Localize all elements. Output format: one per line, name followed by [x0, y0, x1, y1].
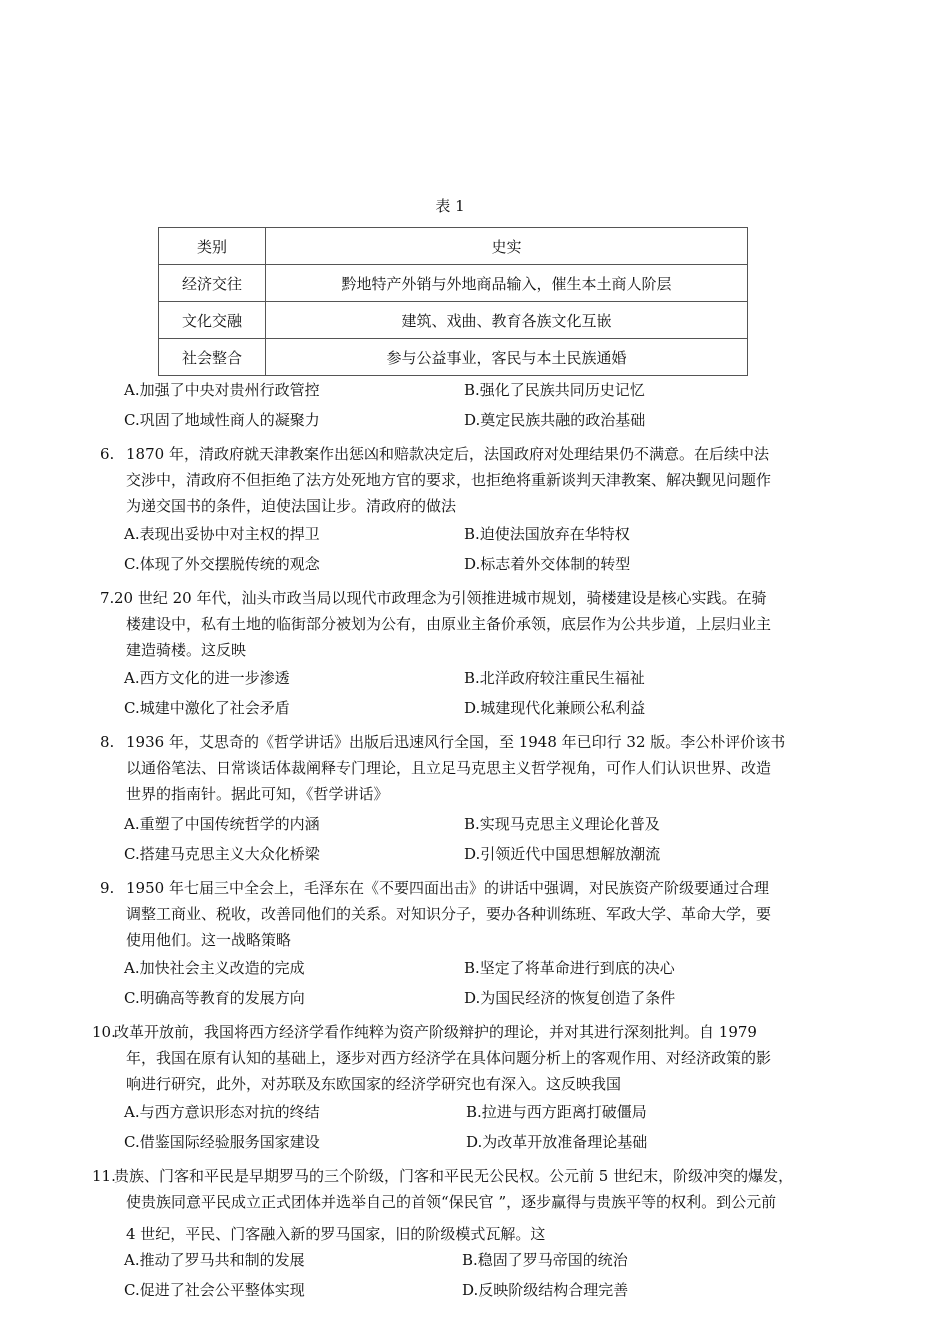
q6-line: 交涉中，清政府不但拒绝了法方处死地方官的要求，也拒绝将重新谈判天津教案、解决觐见问题作 — [126, 471, 772, 489]
table-cell: 黔地特产外销与外地商品输入，催生本土商人阶层 — [266, 265, 748, 302]
q9-option-b: B.坚定了将革命进行到底的决心 — [464, 959, 675, 977]
q9-stem — [126, 875, 896, 953]
table-header-row — [159, 228, 748, 265]
table-caption: 表 1 — [435, 197, 465, 215]
q8-line: 以通俗笔法、日常谈话体裁阐释专门理论，且立足马克思主义哲学视角，可作人们认识世界、改造 — [126, 759, 772, 777]
q6-option-c: C.体现了外交摆脱传统的观念 — [124, 555, 320, 573]
q5-option-a: A.加强了中央对贵州行政管控 — [124, 381, 320, 399]
q11-number: 11. — [92, 1167, 116, 1185]
q7-line: 楼建设中，私有土地的临街部分被划为公有，由原业主备价承领，底层作为公共步道，上层归业主 — [126, 615, 772, 633]
q7-option-c: C.城建中激化了社会矛盾 — [124, 699, 290, 717]
q11-option-d: D.反映阶级结构合理完善 — [462, 1281, 629, 1299]
q10-line: 改革开放前，我国将西方经济学看作纯粹为资产阶级辩护的理论，并对其进行深刻批判。自 1979 — [114, 1023, 757, 1041]
q11-option-a: A.推动了罗马共和制的发展 — [124, 1251, 305, 1269]
table-row — [159, 265, 748, 302]
table-row — [159, 302, 748, 339]
table-cell: 社会整合 — [159, 339, 266, 376]
q9-line: 1950 年七届三中全会上，毛泽东在《不要四面出击》的讲话中强调，对民族资产阶级要通过合理 — [126, 879, 769, 897]
q11-line: 4 世纪，平民、门客融入新的罗马国家，旧的阶级模式瓦解。这 — [126, 1225, 546, 1243]
q11-line: 贵族、门客和平民是早期罗马的三个阶级，门客和平民无公民权。公元前 5 世纪末，阶级冲突的爆发， — [114, 1167, 794, 1185]
q10-option-c: C.借鉴国际经验服务国家建设 — [124, 1133, 320, 1151]
q8-line: 1936 年，艾思奇的《哲学讲话》出版后迅速风行全国，至 1948 年已印行 32 版。李公朴评价该书 — [126, 733, 786, 751]
q8-option-a: A.重塑了中国传统哲学的内涵 — [124, 815, 320, 833]
q7-option-a: A.西方文化的进一步渗透 — [124, 669, 290, 687]
q8-line: 世界的指南针。据此可知，《哲学讲话》 — [126, 785, 389, 803]
q7-option-b: B.北洋政府较注重民生福祉 — [464, 669, 645, 687]
q7-stem — [114, 585, 884, 663]
q10-option-b: B.拉进与西方距离打破僵局 — [466, 1103, 647, 1121]
q10-line: 年，我国在原有认知的基础上，逐步对西方经济学在具体问题分析上的客观作用、对经济政策的影 — [126, 1049, 772, 1067]
q8-option-b: B.实现马克思主义理论化普及 — [464, 815, 660, 833]
q6-option-b: B.迫使法国放弃在华特权 — [464, 525, 630, 543]
q8-stem — [126, 729, 896, 807]
q6-option-d: D.标志着外交体制的转型 — [464, 555, 631, 573]
table-cell: 经济交往 — [159, 265, 266, 302]
q6-line: 为递交国书的条件，迫使法国让步。清政府的做法 — [126, 497, 457, 515]
q10-stem — [114, 1019, 884, 1097]
q5-option-c: C.巩固了地域性商人的凝聚力 — [124, 411, 320, 429]
q8-option-c: C.搭建马克思主义大众化桥梁 — [124, 845, 320, 863]
q7-line: 建造骑楼。这反映 — [126, 641, 247, 659]
q5-option-d: D.奠定民族共融的政治基础 — [464, 411, 646, 429]
q10-number: 10. — [92, 1023, 116, 1041]
q11-option-b: B.稳固了罗马帝国的统治 — [462, 1251, 628, 1269]
q6-number: 6. — [100, 445, 115, 463]
q9-option-c: C.明确高等教育的发展方向 — [124, 989, 305, 1007]
q7-line: 20 世纪 20 年代，汕头市政当局以现代市政理念为引领推进城市规划，骑楼建设是核心实践。在骑 — [114, 589, 767, 607]
q7-number: 7. — [100, 589, 115, 607]
q9-line: 使用他们。这一战略策略 — [126, 931, 292, 949]
q8-number: 8. — [100, 733, 115, 751]
q10-option-d: D.为改革开放准备理论基础 — [466, 1133, 648, 1151]
table-cell: 建筑、戏曲、教育各族文化互嵌 — [266, 302, 748, 339]
q6-line: 1870 年，清政府就天津教案作出惩凶和赔款决定后，法国政府对处理结果仍不满意。在后续中法 — [126, 445, 769, 463]
q11-line: 使贵族同意平民成立正式团体并选举自己的首领“保民官 ”，逐步赢得与贵族平等的权利。到公元前 — [126, 1193, 777, 1211]
table-cell: 参与公益事业，客民与本土民族通婚 — [266, 339, 748, 376]
table-header-cell: 类别 — [159, 228, 266, 265]
q5-option-b: B.强化了民族共同历史记忆 — [464, 381, 645, 399]
q11-option-c: C.促进了社会公平整体实现 — [124, 1281, 305, 1299]
q6-option-a: A.表现出妥协中对主权的捍卫 — [124, 525, 320, 543]
q9-option-d: D.为国民经济的恢复创造了条件 — [464, 989, 676, 1007]
table-cell: 文化交融 — [159, 302, 266, 339]
q10-option-a: A.与西方意识形态对抗的终结 — [124, 1103, 320, 1121]
q11-stem — [114, 1163, 904, 1247]
history-table — [158, 227, 748, 376]
q6-stem — [126, 441, 896, 519]
q9-option-a: A.加快社会主义改造的完成 — [124, 959, 305, 977]
q10-line: 响进行研究，此外，对苏联及东欧国家的经济学研究也有深入。这反映我国 — [126, 1075, 622, 1093]
q7-option-d: D.城建现代化兼顾公私利益 — [464, 699, 646, 717]
q9-number: 9. — [100, 879, 115, 897]
q9-line: 调整工商业、税收，改善同他们的关系。对知识分子，要办各种训练班、军政大学、革命大学，要 — [126, 905, 772, 923]
q8-option-d: D.引领近代中国思想解放潮流 — [464, 845, 661, 863]
table-row — [159, 339, 748, 376]
table-header-cell: 史实 — [266, 228, 748, 265]
